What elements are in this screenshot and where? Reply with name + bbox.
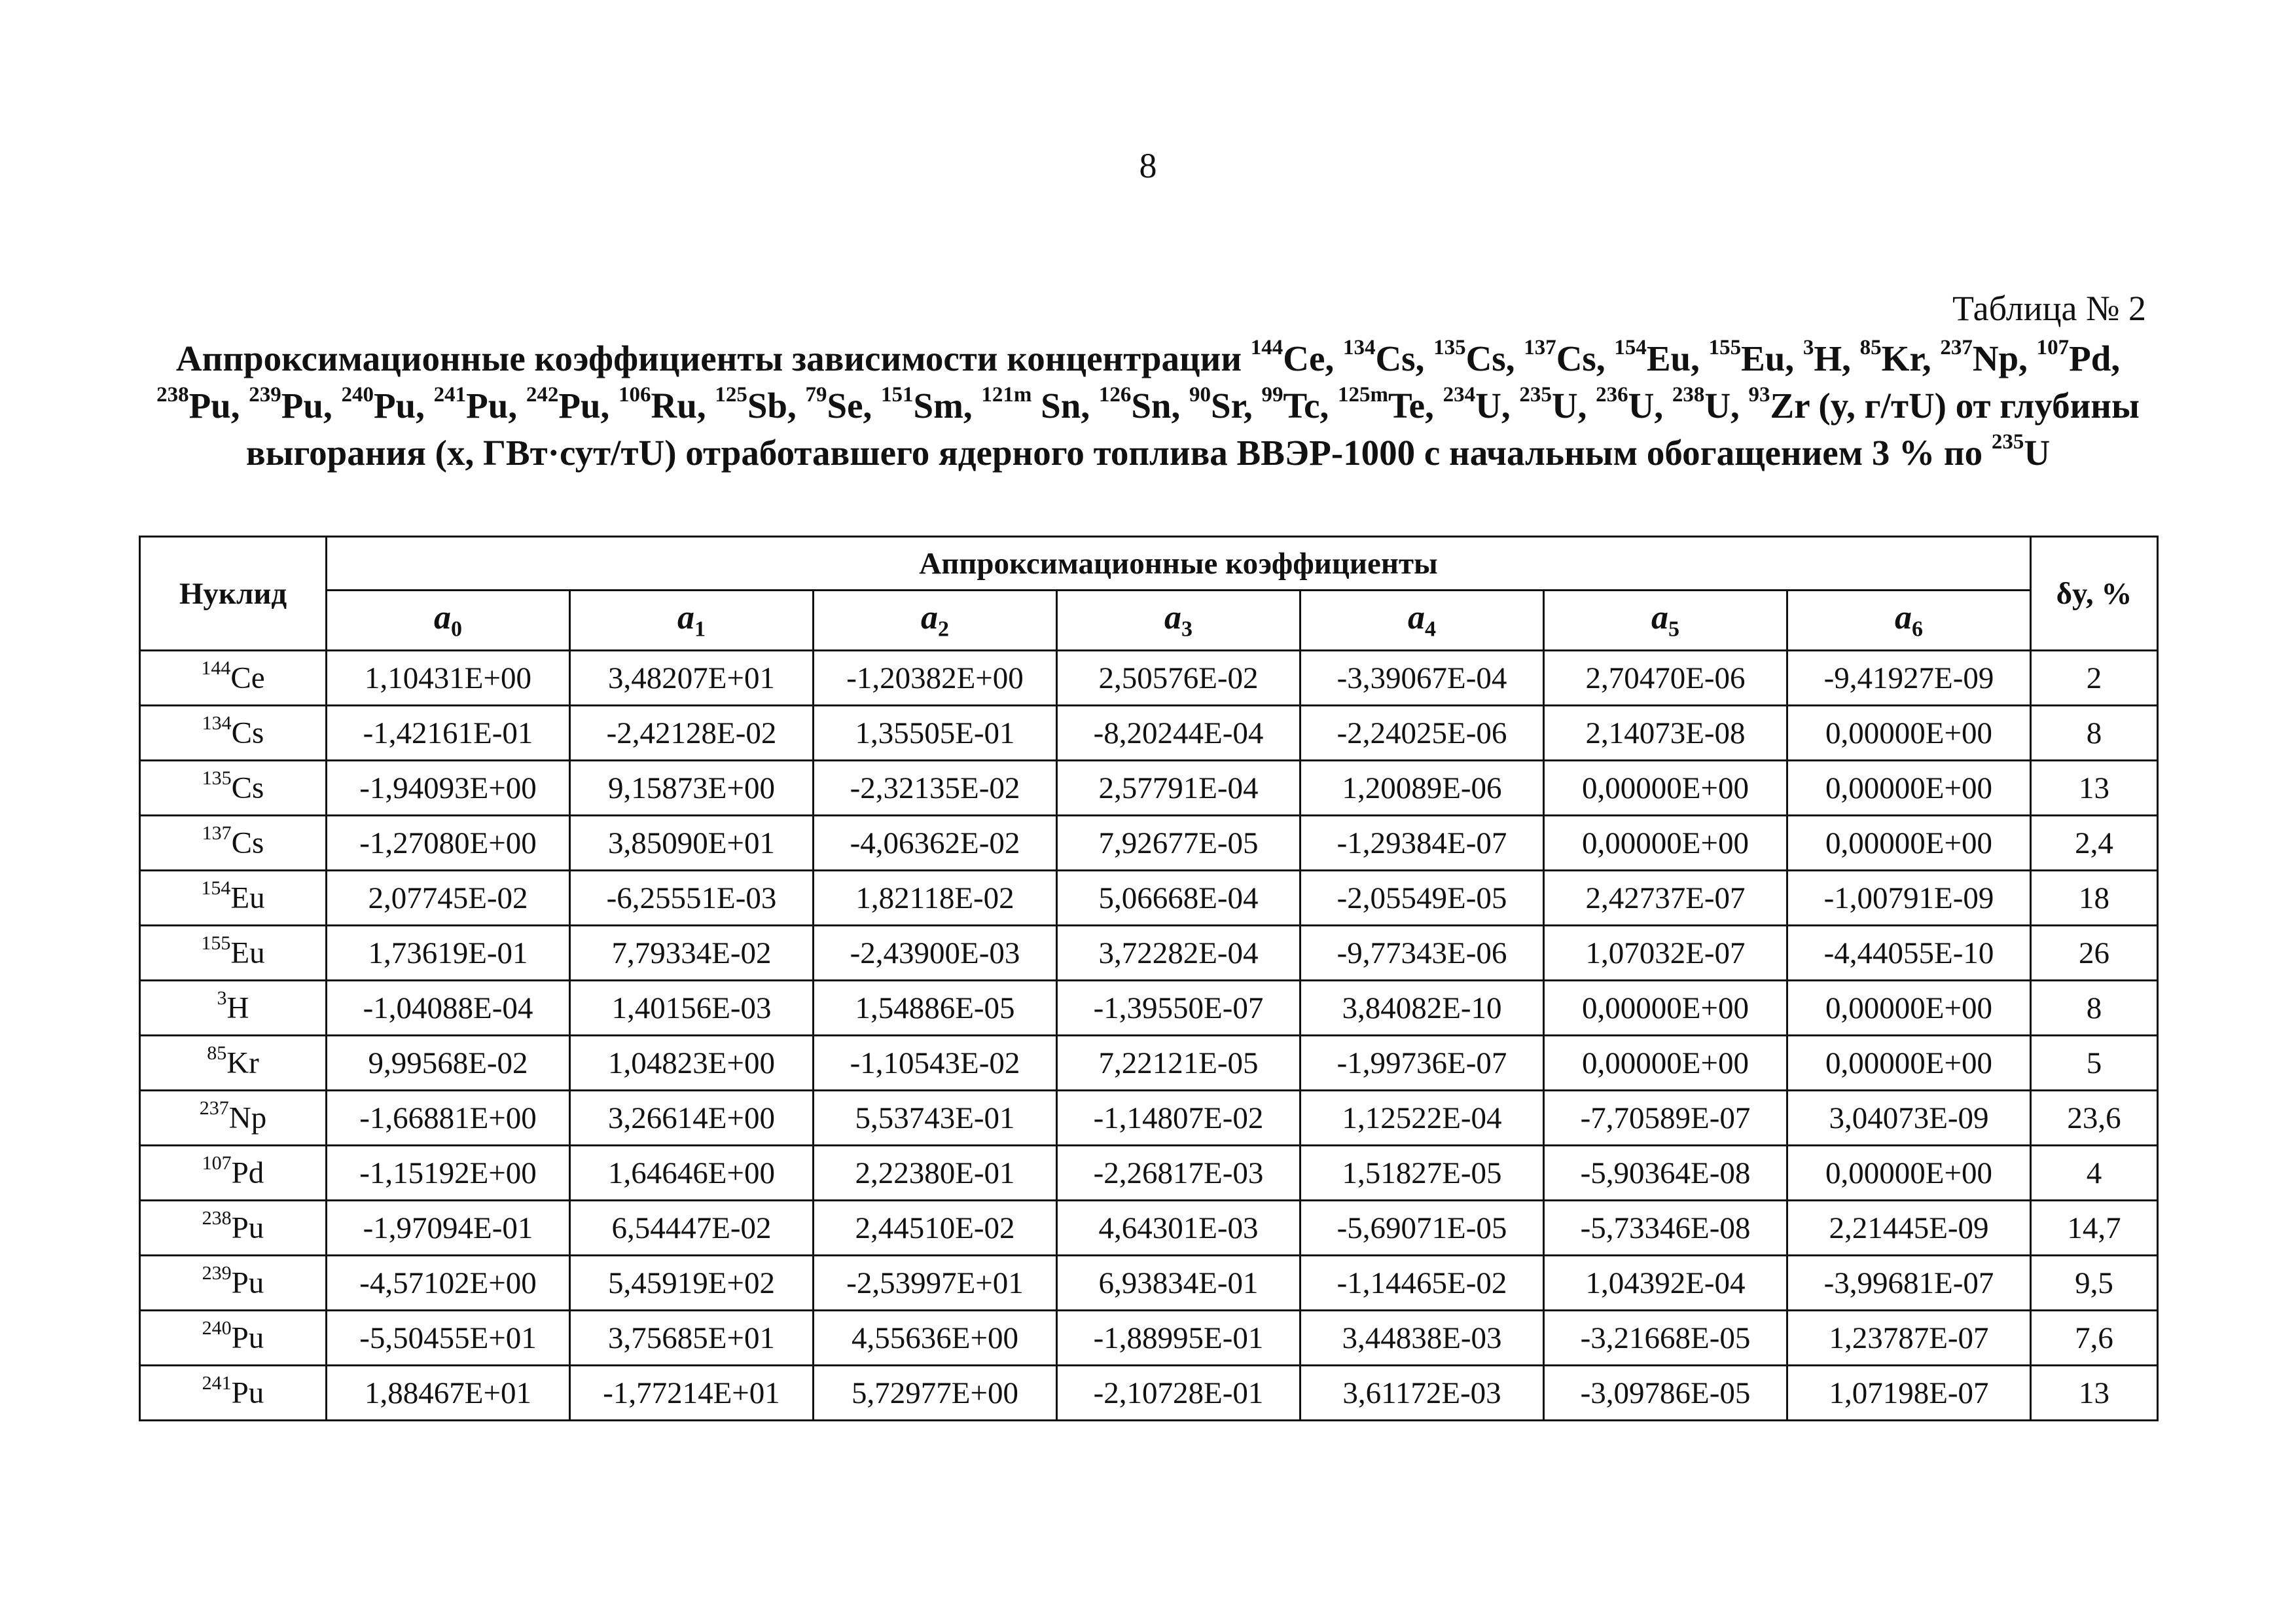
caption-nuclide-symbol: Sn bbox=[1031, 386, 1081, 426]
coef-cell-a3: 2,50576E-02 bbox=[1057, 651, 1300, 706]
coef-header-a0 bbox=[327, 591, 570, 651]
coef-cell-a6: -1,00791E-09 bbox=[1787, 871, 2031, 926]
caption-nuclide-symbol: Pu bbox=[281, 386, 323, 426]
nuclide-cell bbox=[140, 871, 327, 926]
coef-cell-a6: 1,07198E-07 bbox=[1787, 1366, 2031, 1421]
caption-nuclide-mass: 3 bbox=[1803, 335, 1814, 359]
nuclide-cell bbox=[140, 926, 327, 981]
nuclide-mass: 239 bbox=[202, 1262, 232, 1285]
caption-x-part: (x, ГВт·сут/тU) отработавшего ядерного топлива ВВЭР-1000 с начальным обогащением 3 % по bbox=[435, 433, 1983, 473]
coef-cell-a5: 2,14073E-08 bbox=[1544, 706, 1787, 761]
nuclide-symbol: Kr bbox=[226, 1046, 259, 1080]
coef-cell-a4: 1,12522E-04 bbox=[1300, 1091, 1544, 1146]
caption-nuclide bbox=[1748, 382, 1810, 426]
coef-cell-a4: -9,77343E-06 bbox=[1300, 926, 1544, 981]
coef-cell-a6: 0,00000E+00 bbox=[1787, 761, 2031, 816]
coef-letter: a bbox=[1408, 599, 1425, 637]
coef-cell-a1: 9,15873E+00 bbox=[570, 761, 814, 816]
nuclide-symbol: Np bbox=[228, 1101, 267, 1135]
caption-nuclide-mass: 234 bbox=[1443, 382, 1476, 407]
caption-nuclide-mass: 242 bbox=[526, 382, 559, 407]
coef-cell-a6: 3,04073E-09 bbox=[1787, 1091, 2031, 1146]
caption-nuclide-symbol: Te bbox=[1388, 386, 1426, 426]
coef-cell-a0: -1,94093E+00 bbox=[327, 761, 570, 816]
nuclide-symbol: Eu bbox=[230, 881, 265, 915]
nuclide-symbol: Cs bbox=[231, 826, 264, 860]
coef-cell-a0: -1,27080E+00 bbox=[327, 816, 570, 871]
nuclide-cell bbox=[140, 981, 327, 1036]
coef-cell-a1: 3,75685E+01 bbox=[570, 1311, 814, 1366]
nuclide-mass: 107 bbox=[202, 1152, 232, 1175]
coef-cell-a1: 3,26614E+00 bbox=[570, 1091, 814, 1146]
caption-nuclide-symbol: Eu bbox=[1741, 338, 1785, 378]
caption-nuclide-mass: 126 bbox=[1098, 382, 1132, 407]
caption-nuclide bbox=[1189, 382, 1244, 426]
caption-lead: Аппроксимационные коэффициенты зависимости концентрации bbox=[175, 338, 1242, 378]
coef-cell-a5: 0,00000E+00 bbox=[1544, 1036, 1787, 1091]
delta-cell: 14,7 bbox=[2031, 1201, 2158, 1256]
coef-cell-a4: -1,29384E-07 bbox=[1300, 816, 1544, 871]
coef-cell-a4: 1,51827E-05 bbox=[1300, 1146, 1544, 1201]
coef-letter: a bbox=[1651, 599, 1668, 637]
caption-nuclide-symbol: Zr bbox=[1770, 386, 1810, 426]
coef-cell-a4: -3,39067E-04 bbox=[1300, 651, 1544, 706]
coef-cell-a0: 9,99568E-02 bbox=[327, 1036, 570, 1091]
delta-cell: 7,6 bbox=[2031, 1311, 2158, 1366]
nuclide-symbol: Ce bbox=[230, 661, 265, 695]
nuclide-cell bbox=[140, 706, 327, 761]
caption-nuclide-mass: 121m bbox=[981, 382, 1032, 407]
nuclide-cell bbox=[140, 1256, 327, 1311]
caption-nuclide bbox=[1940, 335, 2019, 378]
caption-nuclide bbox=[1614, 335, 1691, 378]
caption-nuclide-mass: 154 bbox=[1614, 335, 1647, 359]
coef-header-a4 bbox=[1300, 591, 1544, 651]
caption-nuclide-mass: 151 bbox=[881, 382, 914, 407]
coef-letter: a bbox=[921, 599, 938, 637]
table-row bbox=[140, 816, 2158, 871]
coef-cell-a5: 1,07032E-07 bbox=[1544, 926, 1787, 981]
caption-nuclide bbox=[1433, 335, 1506, 378]
caption-nuclide bbox=[1524, 335, 1596, 378]
coef-cell-a1: 3,85090E+01 bbox=[570, 816, 814, 871]
nuclide-symbol: H bbox=[226, 991, 249, 1025]
delta-cell: 8 bbox=[2031, 706, 2158, 761]
coef-cell-a3: 3,72282E-04 bbox=[1057, 926, 1300, 981]
coef-cell-a6: 0,00000E+00 bbox=[1787, 981, 2031, 1036]
coef-cell-a2: -2,43900E-03 bbox=[814, 926, 1057, 981]
coef-cell-a0: 1,73619E-01 bbox=[327, 926, 570, 981]
coef-cell-a5: -5,90364E-08 bbox=[1544, 1146, 1787, 1201]
caption-nuclide-symbol: Se bbox=[827, 386, 863, 426]
caption-nuclide-symbol: U bbox=[1475, 386, 1501, 426]
caption-nuclide-symbol: U bbox=[1551, 386, 1578, 426]
caption-nuclide bbox=[1250, 335, 1325, 378]
nuclide-symbol: Pd bbox=[231, 1156, 264, 1190]
coef-cell-a2: 4,55636E+00 bbox=[814, 1311, 1057, 1366]
caption-nuclide-symbol: Pu bbox=[558, 386, 601, 426]
nuclide-mass: 144 bbox=[201, 657, 231, 680]
coef-cell-a5: 2,42737E-07 bbox=[1544, 871, 1787, 926]
caption-nuclide-mass: 241 bbox=[433, 382, 467, 407]
caption-nuclide-mass: 85 bbox=[1859, 335, 1882, 359]
nuclide-symbol: Pu bbox=[231, 1266, 264, 1300]
caption-final-mass: 235 bbox=[1991, 429, 2024, 454]
coef-cell-a1: -1,77214E+01 bbox=[570, 1366, 814, 1421]
caption-nuclide-mass: 99 bbox=[1261, 382, 1283, 407]
coef-header-a1 bbox=[570, 591, 814, 651]
coef-cell-a0: 2,07745E-02 bbox=[327, 871, 570, 926]
coef-cell-a6: -3,99681E-07 bbox=[1787, 1256, 2031, 1311]
nuclide-header: Нуклид bbox=[140, 537, 327, 651]
coef-header-a5 bbox=[1544, 591, 1787, 651]
delta-cell: 23,6 bbox=[2031, 1091, 2158, 1146]
nuclide-cell bbox=[140, 816, 327, 871]
header-row-group bbox=[140, 537, 2158, 591]
nuclide-mass: 155 bbox=[201, 932, 231, 955]
delta-cell: 8 bbox=[2031, 981, 2158, 1036]
coef-group-header: Аппроксимационные коэффициенты bbox=[327, 537, 2031, 591]
caption-nuclide bbox=[981, 382, 1081, 426]
caption-nuclide bbox=[1708, 335, 1785, 378]
caption-nuclide-symbol: H bbox=[1814, 338, 1842, 378]
table-row bbox=[140, 761, 2158, 816]
caption-nuclide-mass: 107 bbox=[2036, 335, 2070, 359]
caption-nuclide bbox=[1342, 335, 1416, 378]
coef-cell-a3: -1,39550E-07 bbox=[1057, 981, 1300, 1036]
coef-cell-a2: 2,22380E-01 bbox=[814, 1146, 1057, 1201]
coef-cell-a2: 1,35505E-01 bbox=[814, 706, 1057, 761]
caption-nuclide-symbol: Ru bbox=[651, 386, 697, 426]
coef-cell-a5: 0,00000E+00 bbox=[1544, 816, 1787, 871]
coef-index: 0 bbox=[451, 617, 462, 642]
caption-y-part: (y, г/тU) от глубины выгорания bbox=[245, 386, 2140, 473]
nuclide-cell bbox=[140, 1036, 327, 1091]
table-row bbox=[140, 981, 2158, 1036]
coef-cell-a0: 1,10431E+00 bbox=[327, 651, 570, 706]
caption-nuclide-symbol: Sm bbox=[913, 386, 963, 426]
coef-cell-a5: -3,21668E-05 bbox=[1544, 1311, 1787, 1366]
delta-cell: 4 bbox=[2031, 1146, 2158, 1201]
coefficients-table bbox=[139, 536, 2159, 1421]
coef-cell-a2: -4,06362E-02 bbox=[814, 816, 1057, 871]
coef-cell-a6: 0,00000E+00 bbox=[1787, 816, 2031, 871]
caption-nuclide-symbol: Sr bbox=[1211, 386, 1244, 426]
coef-cell-a4: 3,44838E-03 bbox=[1300, 1311, 1544, 1366]
coef-cell-a5: 0,00000E+00 bbox=[1544, 981, 1787, 1036]
table-row bbox=[140, 1201, 2158, 1256]
coef-cell-a2: 2,44510E-02 bbox=[814, 1201, 1057, 1256]
caption-nuclide bbox=[1596, 382, 1655, 426]
table-label: Таблица № 2 bbox=[1952, 289, 2146, 328]
caption-nuclide-mass: 135 bbox=[1433, 335, 1466, 359]
coef-cell-a6: -4,44055E-10 bbox=[1787, 926, 2031, 981]
nuclide-cell bbox=[140, 1091, 327, 1146]
nuclide-cell bbox=[140, 651, 327, 706]
coef-cell-a3: 5,06668E-04 bbox=[1057, 871, 1300, 926]
coef-cell-a6: 0,00000E+00 bbox=[1787, 1146, 2031, 1201]
table-row bbox=[140, 651, 2158, 706]
coef-index: 3 bbox=[1181, 617, 1193, 642]
coef-letter: a bbox=[677, 599, 694, 637]
caption-nuclide bbox=[249, 382, 323, 426]
coef-cell-a3: -1,88995E-01 bbox=[1057, 1311, 1300, 1366]
coef-header-a2 bbox=[814, 591, 1057, 651]
nuclide-cell bbox=[140, 1201, 327, 1256]
caption-nuclide-symbol: Eu bbox=[1646, 338, 1691, 378]
nuclide-symbol: Pu bbox=[231, 1321, 264, 1355]
nuclide-symbol: Eu bbox=[230, 936, 265, 970]
coef-header-a3 bbox=[1057, 591, 1300, 651]
table-row bbox=[140, 1366, 2158, 1421]
caption-nuclide-symbol: Cs bbox=[1375, 338, 1416, 378]
coef-cell-a0: -1,04088E-04 bbox=[327, 981, 570, 1036]
caption-nuclide-mass: 79 bbox=[805, 382, 827, 407]
caption-nuclide-mass: 240 bbox=[341, 382, 374, 407]
coef-index: 1 bbox=[694, 617, 706, 642]
nuclide-symbol: Cs bbox=[231, 771, 264, 805]
nuclide-symbol: Pu bbox=[231, 1211, 264, 1245]
coef-header-a6 bbox=[1787, 591, 2031, 651]
coef-cell-a2: 5,72977E+00 bbox=[814, 1366, 1057, 1421]
caption-nuclide-mass: 236 bbox=[1596, 382, 1628, 407]
coef-cell-a0: 1,88467E+01 bbox=[327, 1366, 570, 1421]
nuclide-mass: 3 bbox=[217, 987, 227, 1010]
caption-nuclide-mass: 90 bbox=[1189, 382, 1211, 407]
coef-cell-a6: 0,00000E+00 bbox=[1787, 1036, 2031, 1091]
caption-nuclide bbox=[341, 382, 416, 426]
nuclide-mass: 134 bbox=[202, 712, 232, 735]
coef-cell-a5: -3,09786E-05 bbox=[1544, 1366, 1787, 1421]
delta-cell: 13 bbox=[2031, 1366, 2158, 1421]
coef-cell-a1: 3,48207E+01 bbox=[570, 651, 814, 706]
caption-nuclide-list: $^{144}$Ce, $^{134}$Cs, $^{135}$Cs, $^{137}$Cs, $^{154}$Eu, $^{155}$Eu, $^3$H, $^{85}$Kr, $^{237}$Np, $^{107}$Pd, $^{238}$Pu, $^{239}$Pu, $^{240}$Pu, $^{241}$Pu, $^{242}$Pu, $^{106}$Ru, $^{125}$Sb, $^{79}$Se, $^{151}$Sm, $^{121m}$ Sn, $^{126}$Sn, $^{90}$Sr, $^{99}$Tc, $^{125m}$Te, $^{234}$U, $^{235}$U, $^{236}$U, $^{238}$U, $^{93}$Zr bbox=[156, 335, 2121, 426]
coef-cell-a3: 2,57791E-04 bbox=[1057, 761, 1300, 816]
table-row bbox=[140, 926, 2158, 981]
coef-cell-a3: 7,92677E-05 bbox=[1057, 816, 1300, 871]
caption-nuclide-mass: 144 bbox=[1250, 335, 1283, 359]
coef-cell-a1: 5,45919E+02 bbox=[570, 1256, 814, 1311]
caption-nuclide-mass: 106 bbox=[619, 382, 651, 407]
caption-nuclide bbox=[619, 382, 697, 426]
nuclide-symbol: Pu bbox=[231, 1376, 264, 1410]
caption-nuclide-mass: 155 bbox=[1708, 335, 1742, 359]
coef-letter: a bbox=[1164, 599, 1181, 637]
coef-index: 2 bbox=[938, 617, 949, 642]
caption-nuclide bbox=[1261, 382, 1320, 426]
caption-nuclide-mass: 239 bbox=[249, 382, 281, 407]
table-caption bbox=[131, 335, 2165, 477]
table-row bbox=[140, 706, 2158, 761]
coef-cell-a1: 6,54447E-02 bbox=[570, 1201, 814, 1256]
caption-nuclide bbox=[526, 382, 601, 426]
caption-nuclide bbox=[433, 382, 509, 426]
coef-cell-a0: -5,50455E+01 bbox=[327, 1311, 570, 1366]
table-row bbox=[140, 1036, 2158, 1091]
caption-nuclide-mass: 125 bbox=[715, 382, 747, 407]
caption-nuclide bbox=[805, 382, 863, 426]
coef-cell-a6: 0,00000E+00 bbox=[1787, 706, 2031, 761]
coef-cell-a3: -8,20244E-04 bbox=[1057, 706, 1300, 761]
caption-nuclide-mass: 134 bbox=[1342, 335, 1376, 359]
coef-cell-a2: -1,10543E-02 bbox=[814, 1036, 1057, 1091]
coef-cell-a4: -1,14465E-02 bbox=[1300, 1256, 1544, 1311]
coef-cell-a1: 1,04823E+00 bbox=[570, 1036, 814, 1091]
nuclide-mass: 137 bbox=[202, 822, 232, 845]
caption-nuclide bbox=[156, 382, 231, 426]
header-row-coefs bbox=[140, 591, 2158, 651]
coef-cell-a1: 7,79334E-02 bbox=[570, 926, 814, 981]
table-row bbox=[140, 1311, 2158, 1366]
coef-cell-a2: 5,53743E-01 bbox=[814, 1091, 1057, 1146]
coef-cell-a5: -5,73346E-08 bbox=[1544, 1201, 1787, 1256]
coef-cell-a4: 3,61172E-03 bbox=[1300, 1366, 1544, 1421]
delta-cell: 2,4 bbox=[2031, 816, 2158, 871]
coef-cell-a6: 2,21445E-09 bbox=[1787, 1201, 2031, 1256]
nuclide-mass: 154 bbox=[201, 877, 231, 900]
coef-cell-a5: -7,70589E-07 bbox=[1544, 1091, 1787, 1146]
table-row bbox=[140, 1146, 2158, 1201]
caption-nuclide-symbol: Kr bbox=[1881, 338, 1922, 378]
caption-nuclide bbox=[1803, 335, 1842, 378]
caption-nuclide bbox=[1098, 382, 1172, 426]
nuclide-cell bbox=[140, 1366, 327, 1421]
caption-nuclide-symbol: Pu bbox=[373, 386, 416, 426]
coef-cell-a2: 1,82118E-02 bbox=[814, 871, 1057, 926]
coef-cell-a3: -1,14807E-02 bbox=[1057, 1091, 1300, 1146]
coef-cell-a2: -1,20382E+00 bbox=[814, 651, 1057, 706]
nuclide-mass: 238 bbox=[202, 1207, 232, 1230]
caption-nuclide bbox=[1338, 382, 1426, 426]
caption-nuclide bbox=[1443, 382, 1501, 426]
caption-nuclide-symbol: Cs bbox=[1556, 338, 1596, 378]
caption-nuclide-symbol: Pu bbox=[466, 386, 509, 426]
caption-nuclide-symbol: Pd bbox=[2069, 338, 2111, 378]
coef-letter: a bbox=[1895, 599, 1912, 637]
caption-nuclide-mass: 238 bbox=[1672, 382, 1705, 407]
coef-cell-a6: 1,23787E-07 bbox=[1787, 1311, 2031, 1366]
caption-nuclide-symbol: U bbox=[1628, 386, 1655, 426]
nuclide-mass: 240 bbox=[202, 1317, 232, 1340]
nuclide-mass: 135 bbox=[202, 767, 232, 790]
coef-index: 5 bbox=[1668, 617, 1679, 642]
coef-cell-a6: -9,41927E-09 bbox=[1787, 651, 2031, 706]
caption-final-symbol: U bbox=[2024, 433, 2051, 473]
coef-cell-a4: 1,20089E-06 bbox=[1300, 761, 1544, 816]
coef-cell-a3: -2,10728E-01 bbox=[1057, 1366, 1300, 1421]
delta-cell: 13 bbox=[2031, 761, 2158, 816]
caption-nuclide-symbol: U bbox=[1704, 386, 1731, 426]
coef-cell-a4: -1,99736E-07 bbox=[1300, 1036, 1544, 1091]
coef-cell-a1: -2,42128E-02 bbox=[570, 706, 814, 761]
coef-cell-a5: 1,04392E-04 bbox=[1544, 1256, 1787, 1311]
coef-cell-a5: 0,00000E+00 bbox=[1544, 761, 1787, 816]
coef-letter: a bbox=[434, 599, 451, 637]
caption-nuclide-mass: 93 bbox=[1748, 382, 1770, 407]
caption-nuclide-symbol: Np bbox=[1972, 338, 2019, 378]
coef-cell-a0: -1,97094E-01 bbox=[327, 1201, 570, 1256]
caption-nuclide bbox=[2036, 335, 2111, 378]
delta-cell: 26 bbox=[2031, 926, 2158, 981]
delta-cell: 9,5 bbox=[2031, 1256, 2158, 1311]
nuclide-cell bbox=[140, 761, 327, 816]
coef-cell-a4: -5,69071E-05 bbox=[1300, 1201, 1544, 1256]
coef-index: 6 bbox=[1912, 617, 1923, 642]
coef-cell-a0: -1,42161E-01 bbox=[327, 706, 570, 761]
delta-cell: 5 bbox=[2031, 1036, 2158, 1091]
coef-cell-a3: -2,26817E-03 bbox=[1057, 1146, 1300, 1201]
caption-nuclide-symbol: Tc bbox=[1283, 386, 1320, 426]
table-row bbox=[140, 871, 2158, 926]
caption-nuclide-symbol: Pu bbox=[188, 386, 231, 426]
caption-nuclide-mass: 238 bbox=[156, 382, 189, 407]
nuclide-symbol: Cs bbox=[231, 716, 264, 750]
nuclide-mass: 237 bbox=[199, 1097, 229, 1120]
caption-nuclide-symbol: Sb bbox=[747, 386, 787, 426]
page-number: 8 bbox=[1139, 146, 1157, 185]
caption-nuclide bbox=[1672, 382, 1731, 426]
nuclide-cell bbox=[140, 1311, 327, 1366]
coef-cell-a5: 2,70470E-06 bbox=[1544, 651, 1787, 706]
coef-index: 4 bbox=[1425, 617, 1436, 642]
table-row bbox=[140, 1256, 2158, 1311]
delta-cell: 2 bbox=[2031, 651, 2158, 706]
coef-cell-a1: -6,25551E-03 bbox=[570, 871, 814, 926]
coef-cell-a2: -2,53997E+01 bbox=[814, 1256, 1057, 1311]
coef-cell-a2: -2,32135E-02 bbox=[814, 761, 1057, 816]
caption-nuclide-mass: 235 bbox=[1519, 382, 1552, 407]
caption-nuclide bbox=[1859, 335, 1922, 378]
table-body bbox=[140, 651, 2158, 1421]
coef-cell-a1: 1,64646E+00 bbox=[570, 1146, 814, 1201]
coef-cell-a3: 4,64301E-03 bbox=[1057, 1201, 1300, 1256]
coef-cell-a4: 3,84082E-10 bbox=[1300, 981, 1544, 1036]
caption-nuclide-mass: 125m bbox=[1338, 382, 1389, 407]
caption-nuclide bbox=[1519, 382, 1578, 426]
nuclide-cell bbox=[140, 1146, 327, 1201]
caption-nuclide-symbol: Cs bbox=[1465, 338, 1506, 378]
coef-cell-a3: 7,22121E-05 bbox=[1057, 1036, 1300, 1091]
coef-cell-a2: 1,54886E-05 bbox=[814, 981, 1057, 1036]
nuclide-mass: 241 bbox=[202, 1372, 232, 1395]
caption-nuclide-symbol: Sn bbox=[1131, 386, 1172, 426]
coef-cell-a4: -2,05549E-05 bbox=[1300, 871, 1544, 926]
caption-nuclide-mass: 137 bbox=[1524, 335, 1556, 359]
caption-nuclide-symbol: Ce bbox=[1283, 338, 1325, 378]
coef-cell-a4: -2,24025E-06 bbox=[1300, 706, 1544, 761]
nuclide-mass: 85 bbox=[207, 1042, 227, 1065]
caption-nuclide-mass: 237 bbox=[1940, 335, 1973, 359]
coef-cell-a0: -4,57102E+00 bbox=[327, 1256, 570, 1311]
coef-cell-a0: -1,66881E+00 bbox=[327, 1091, 570, 1146]
coef-cell-a1: 1,40156E-03 bbox=[570, 981, 814, 1036]
coef-cell-a0: -1,15192E+00 bbox=[327, 1146, 570, 1201]
delta-header: δy, % bbox=[2031, 537, 2158, 651]
coef-cell-a3: 6,93834E-01 bbox=[1057, 1256, 1300, 1311]
delta-cell: 18 bbox=[2031, 871, 2158, 926]
caption-nuclide bbox=[715, 382, 787, 426]
table-row bbox=[140, 1091, 2158, 1146]
caption-nuclide bbox=[881, 382, 963, 426]
